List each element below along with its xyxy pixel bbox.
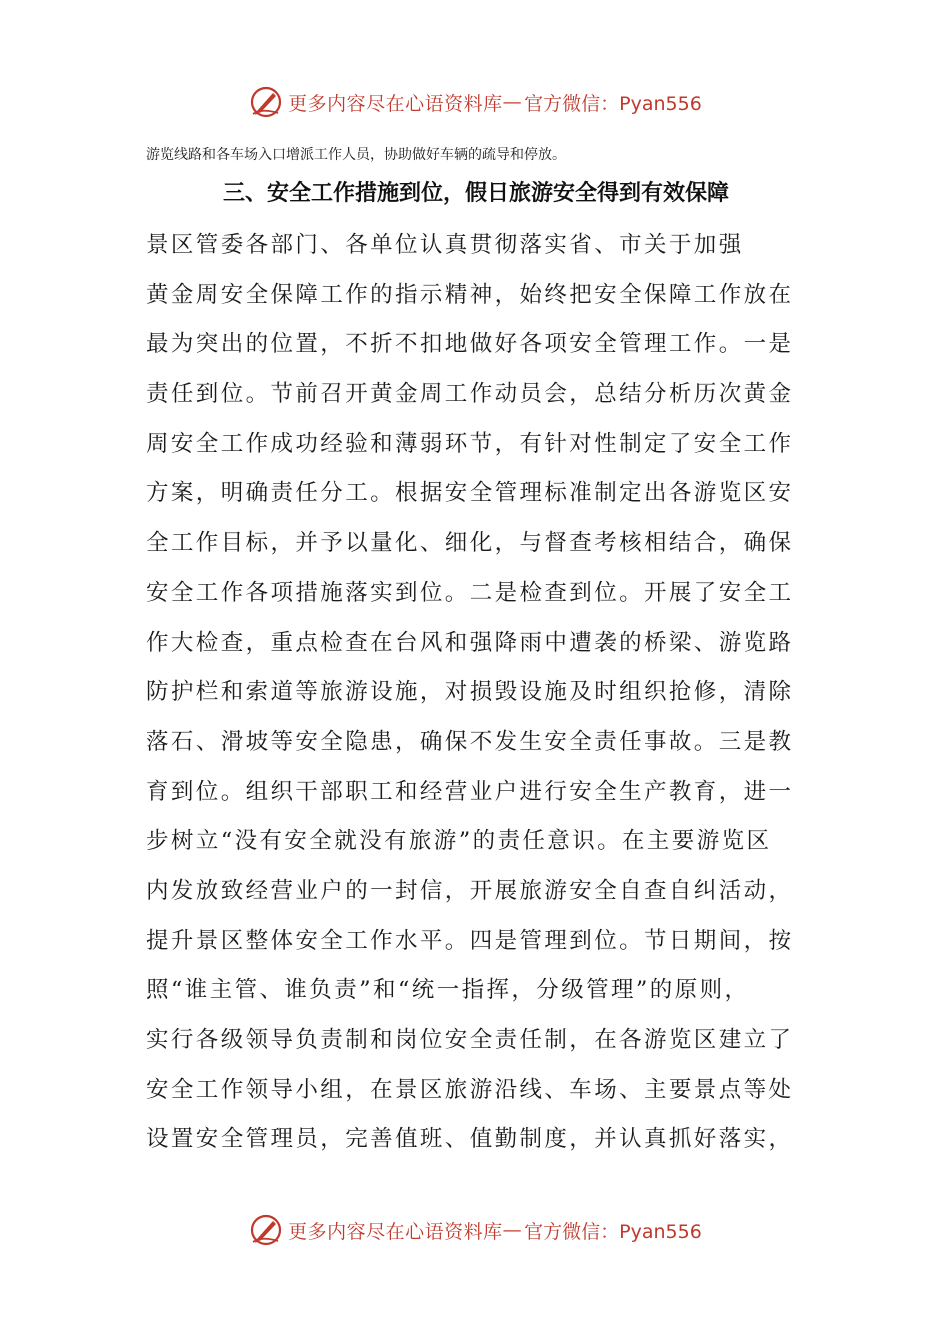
body-line: 责任到位。节前召开黄金周工作动员会，总结分析历次黄金 [146,381,794,408]
body-line: 防护栏和索道等旅游设施，对损毁设施及时组织抢修，清除 [146,679,794,706]
footer-watermark-banner [0,1210,950,1250]
body-line: 最为突出的位置，不折不扣地做好各项安全管理工作。一是 [146,331,794,358]
banner-wechat-text: 官方微信：Pyan556 [524,1220,702,1243]
body-line: 方案，明确责任分工。根据安全管理标准制定出各游览区安 [146,480,794,507]
body-line: 提升景区整体安全工作水平。四是管理到位。节日期间，按 [146,927,794,954]
body-line: 育到位。组织干部职工和经营业户进行安全生产教育，进一 [146,778,794,805]
section-heading: 三、安全工作措施到位，假日旅游安全得到有效保障 [222,181,729,206]
body-line: 步树立“没有安全就没有旅游”的责任意识。在主要游览区 [146,828,772,855]
body-line: 黄金周安全保障工作的指示精神，始终把安全保障工作放在 [146,281,794,308]
banner-dash: — [502,1219,523,1241]
body-line: 落石、滑坡等安全隐患，确保不发生安全责任事故。三是教 [146,728,794,755]
banner-brand-text: 更多内容尽在心语资料库 [288,1220,503,1243]
body-line: 作大检查，重点检查在台风和强降雨中遭袭的桥梁、游览路 [146,629,794,656]
body-line: 设置安全管理员，完善值班、值勤制度，并认真抓好落实， [146,1126,794,1153]
pen-nib-logo-icon [248,84,284,120]
carryover-paragraph-line: 游览线路和各车场入口增派工作人员，协助做好车辆的疏导和停放。 [146,147,566,163]
body-line: 全工作目标，并予以量化、细化，与督查考核相结合，确保 [146,530,794,557]
body-line: 实行各级领导负责制和岗位安全责任制，在各游览区建立了 [146,1027,794,1053]
banner-wechat-text: 官方微信：Pyan556 [524,92,702,115]
body-line: 周安全工作成功经验和薄弱环节，有针对性制定了安全工作 [146,430,794,457]
pen-nib-logo-icon [248,1212,284,1248]
banner-brand-text: 更多内容尽在心语资料库 [288,92,503,115]
body-line: 景区管委各部门、各单位认真贯彻落实省、市关于加强 [146,232,744,258]
body-line: 安全工作领导小组，在景区旅游沿线、车场、主要景点等处 [146,1076,794,1103]
body-paragraph [146,221,816,1165]
body-line: 安全工作各项措施落实到位。二是检查到位。开展了安全工 [146,579,794,606]
body-line: 内发放致经营业户的一封信，开展旅游安全自查自纠活动， [146,877,794,904]
banner-dash: — [502,91,523,113]
body-line: 照“谁主管、谁负责”和“统一指挥，分级管理”的原则， [146,977,750,1004]
header-watermark-banner [0,82,950,122]
